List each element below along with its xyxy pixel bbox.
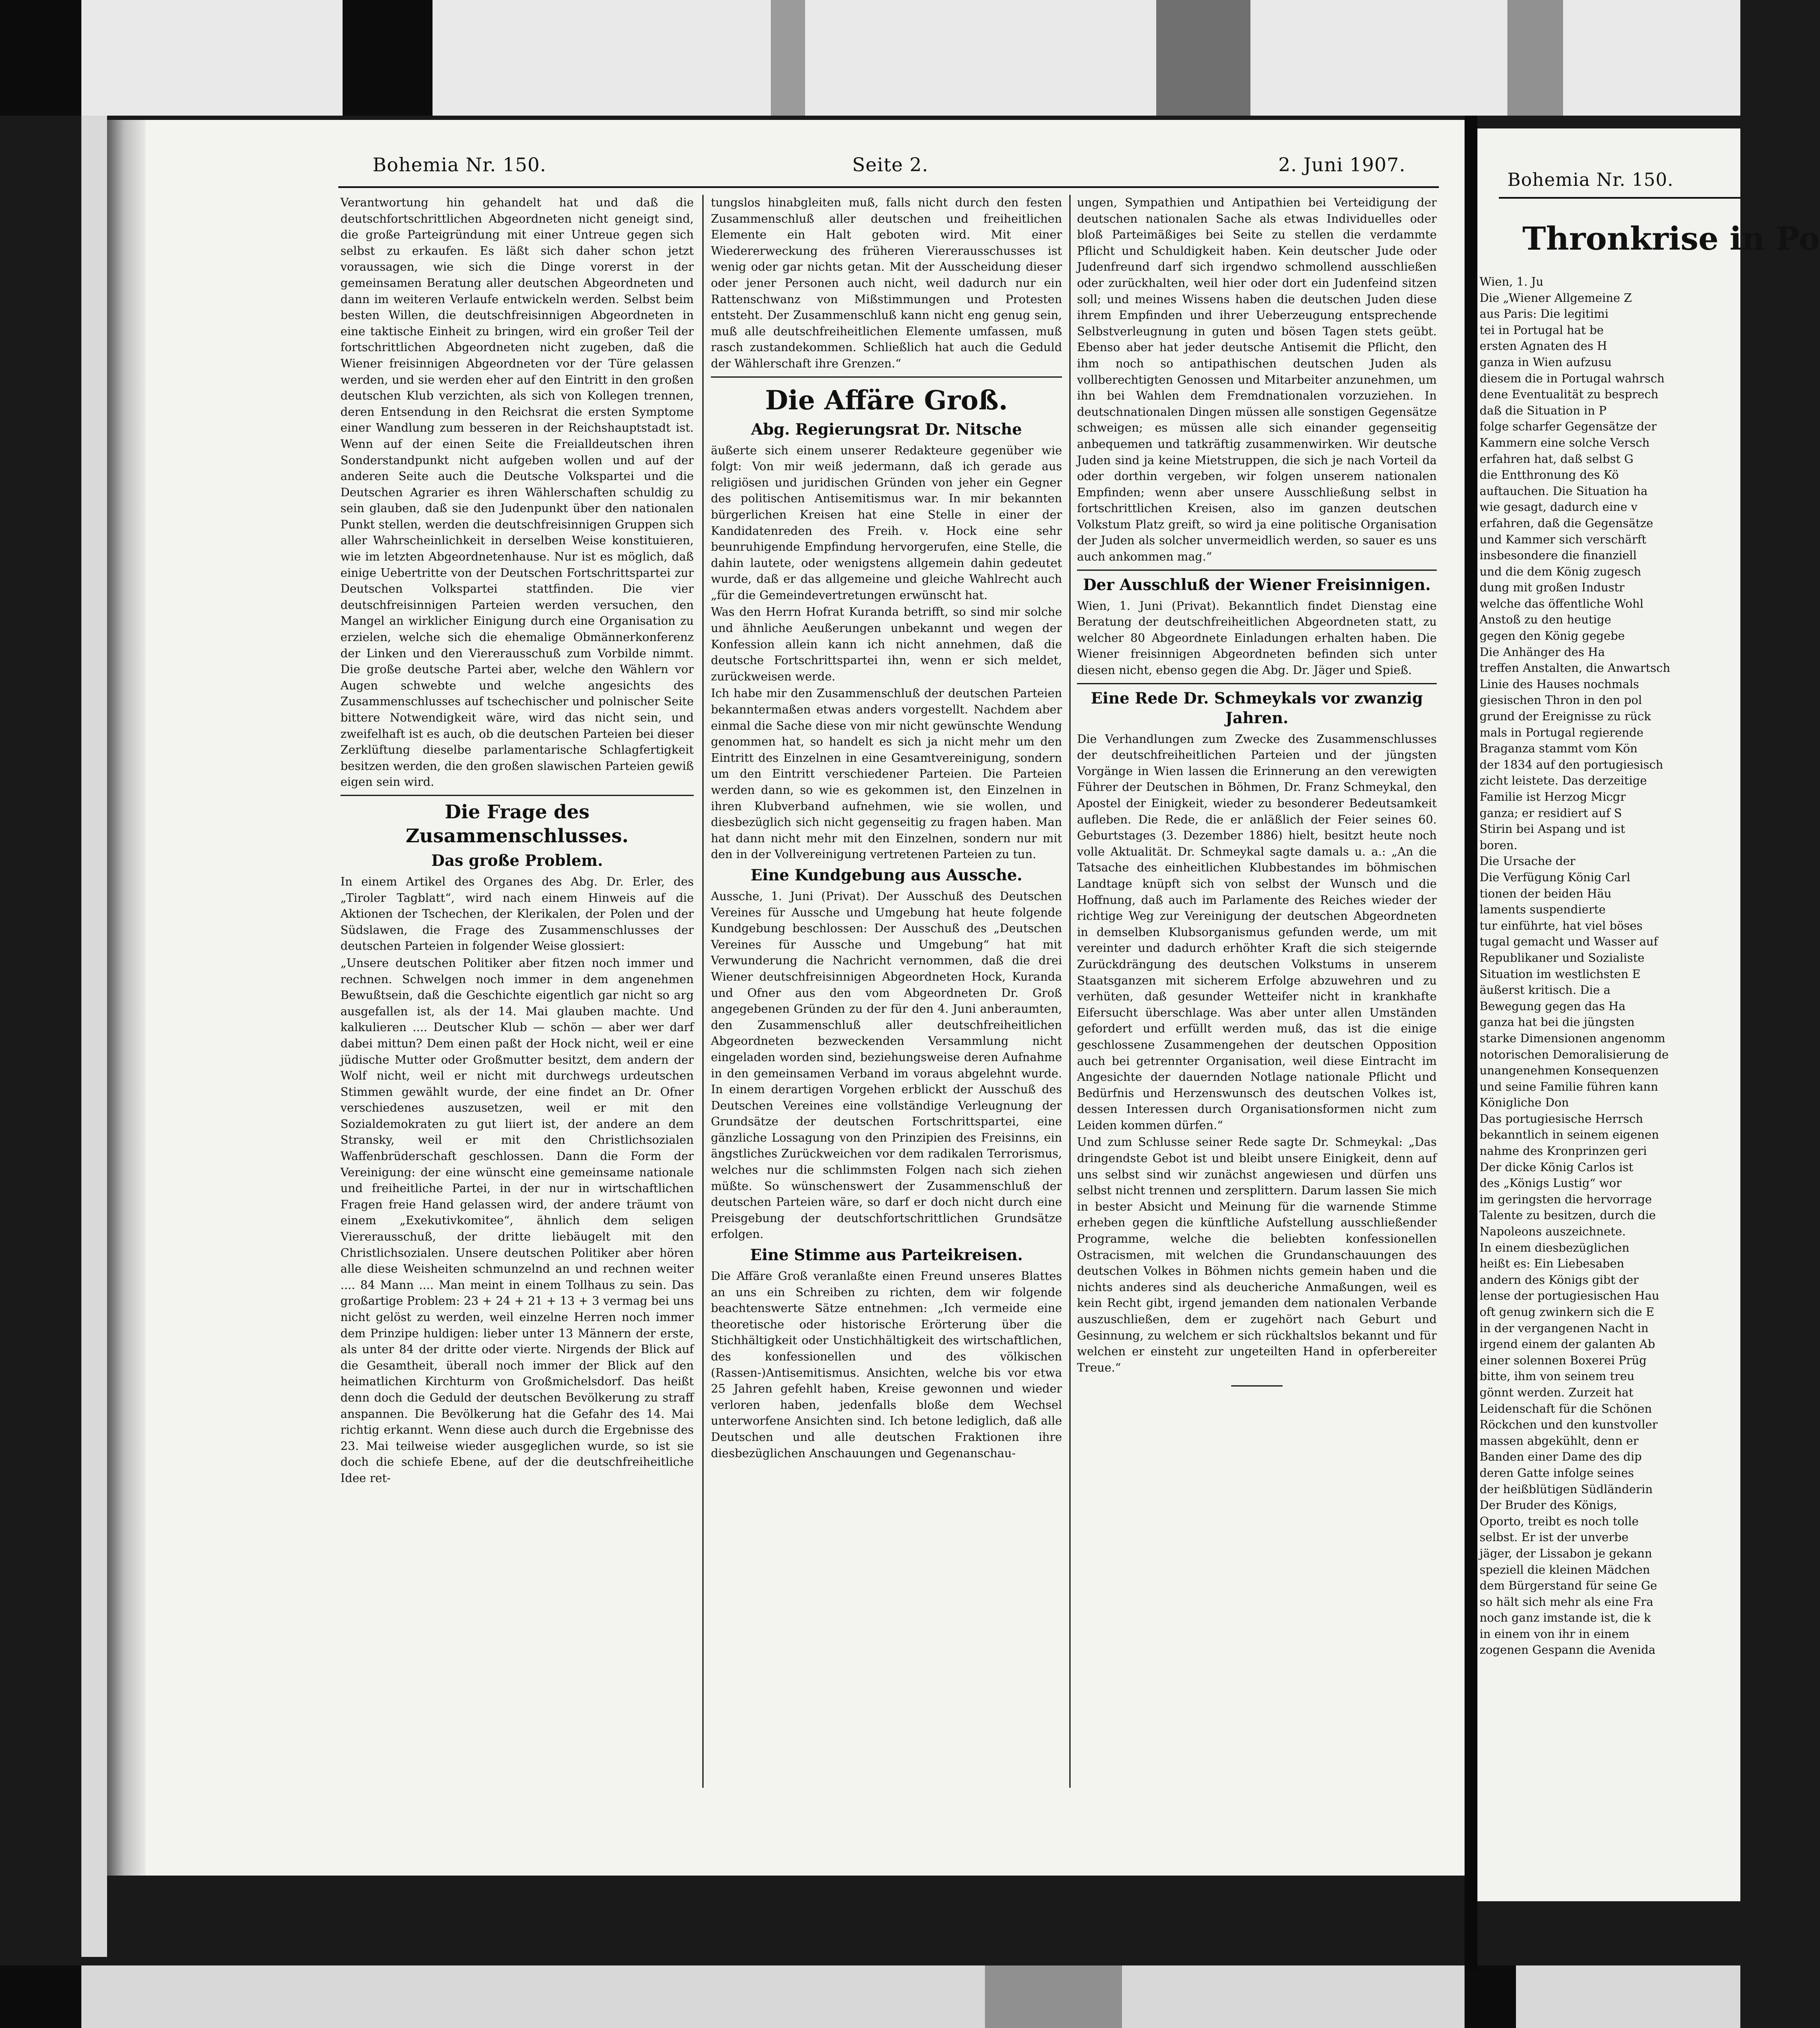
right-page-line: Der Bruder des Königs, xyxy=(1480,1499,1617,1512)
right-page-line: Familie ist Herzog Micgr xyxy=(1480,790,1626,804)
right-page-line: noch ganz imstande ist, die k xyxy=(1480,1611,1651,1625)
right-page-line: insbesondere die finanziell xyxy=(1480,549,1637,563)
right-page-line: der heißblütigen Südländerin xyxy=(1480,1482,1653,1496)
right-page-line: tur einführte, hat viel böses xyxy=(1480,919,1643,933)
right-page-line: Braganza stammt vom Kön xyxy=(1480,742,1638,756)
right-page-line: in einem von ihr in einem xyxy=(1480,1627,1629,1641)
section-title-affaere: Die Affäre Groß. xyxy=(765,384,1008,416)
right-page-line: einer solennen Boxerei Prüg xyxy=(1480,1354,1647,1367)
right-page-line: äußerst kritisch. Die a xyxy=(1480,984,1611,997)
page-gutter xyxy=(1465,116,1477,1970)
section-rule xyxy=(711,376,1062,378)
right-page-line: folge scharfer Gegensätze der xyxy=(1480,420,1657,434)
right-page-line: die Entthronung des Kö xyxy=(1480,468,1619,482)
right-page-line: ganza hat bei die jüngsten xyxy=(1480,1016,1635,1029)
right-page-line: andern des Königs gibt der xyxy=(1480,1273,1639,1287)
section-rule xyxy=(340,795,694,796)
right-page-line: bekanntlich in seinem eigenen xyxy=(1480,1128,1659,1142)
right-page-line: wie gesagt, dadurch eine v xyxy=(1480,501,1638,514)
right-page-line: Kammern eine solche Versch xyxy=(1480,436,1650,450)
right-page-line: daß die Situation in P xyxy=(1480,404,1607,418)
subsection-title-rede: Eine Rede Dr. Schmeykals vor zwanzig Jahren. xyxy=(1091,689,1423,727)
right-page-line: grund der Ereignisse zu rück xyxy=(1480,710,1651,724)
article-paragraph: Aussche, 1. Juni (Privat). Der Ausschuß des Deutschen Vereines für Aussche und Umgebung hat heute folgende Kundgebung beschlossen: Der Ausschuß des „Deutschen Vereines für Aussche und Umgebung“ hat mit Verwunderung die Nachricht vernommen, daß die drei Wiener deutschfreisinnigen Abgeordneten Hock, Kuranda und Ofner aus den vom Abgeordneten Dr. Groß angegebenen Gründen zu der für den 4. Juni anberaumten, den Zusammenschluß aller deutschfreiheitlichen Abgeordneten bezweckenden Versammlung nicht eingeladen worden sind, beziehungsweise deren Aufnahme in den gemeinsamen Verband im voraus abgelehnt wurde. In einem derartigen Vorgehen erblickt der Ausschuß des Deutschen Vereines eine vollständige Verleugnung der Grundsätze der deutschen Fortschrittspartei, eine gänzliche Lossagung von den Prinzipien des Freisinns, ein ängstliches Zurückweichen vor dem radikalen Terrorismus, welches nur die schlimmsten Folgen nach sich ziehen müßte. So wünschenswert der Zusammenschluß der deutschen Parteien wäre, so darf er doch nicht durch eine Preisgebung der deutschfortschrittlichen Grundsätze erfolgen. xyxy=(711,889,1062,1241)
article-paragraph: In einem Artikel des Organes des Abg. Dr. Erler, des „Tiroler Tagblatt“, wird nach einem Hinweis auf die Aktionen der Tschechen, der Klerikalen, der Polen und der Südslawen, die Frage des Zusammenschlusses der deutschen Parteien in folgender Weise glossiert: xyxy=(340,875,694,953)
column-3 xyxy=(1077,195,1437,1788)
column-2 xyxy=(711,195,1062,1788)
article-paragraph: Verantwortung hin gehandelt hat und daß die deutschfortschrittlichen Abgeordneten nicht geneigt sind, die große Parteigründung mit einer Untreue gegen sich selbst zu erkaufen. Es läßt sich daher schon jetzt voraussagen, wie sich die Dinge vorerst in der gemeinsamen Beratung aller deutschen Abgeordneten und dann im weiteren Verlaufe entwickeln werden. Selbst beim besten Willen, die deutschfreisinnigen Abgeordneten in eine taktische Einheit zu bringen, wird ein großer Teil der fortschrittlichen Abgeordneten nicht zugeben, daß die Wiener freisinnigen Abgeordneten vor der Türe gelassen werden, und sie werden eher auf den Eintritt in den großen deutschen Klub verzichten, als sich von Kollegen trennen, deren Entsendung in den Reichsrat die ersten Symptome einer Wandlung zum besseren in der Reichshauptstadt ist. Wenn auf der einen Seite die Freialldeutschen ihren Sonderstandpunkt nicht aufgeben wollen und auf der anderen Seite auch die Deutsche Volkspartei und die Deutschen Agrarier es ihren Wählerschaften schuldig zu sein glauben, daß sie den Judenpunkt über den nationalen Punkt stellen, werden die deutschfreisinnigen Gruppen sich aller Wahrscheinlichkeit in derselben Weise konstituieren, wie im letzten Abgeordnetenhause. Nur ist es möglich, daß einige Uebertritte von der Deutschen Fortschrittspartei zur Deutschen Volkspartei stattfinden. Die vier deutschfreisinnigen Parteien werden versuchen, den Mangel an wirklicher Einigung durch eine Organisation zu erzielen, welche sich die ehemalige Obmännerkonferenz der Linken und den Viererausschuß zum Vorbilde nimmt. Die große deutsche Partei aber, welche den Wählern vor Augen schwebte und welche angesichts des Zusammenschlusses auf tschechischer und polnischer Seite bittere Notwendigkeit wäre, wird das nicht sein, und zweifelhaft ist es auch, ob die deutschen Parteien bei dieser Zerklüftung dieselbe parlamentarische Schlagfertigkeit besitzen werden, die den großen slawischen Parteien gewiß eigen sein wird. xyxy=(340,196,694,789)
right-page-line: gegen den König gegebe xyxy=(1480,629,1625,643)
right-page-line: Anstoß zu den heutige xyxy=(1480,613,1611,627)
right-page-line: Die Ursache der xyxy=(1480,855,1575,868)
right-page-line: und die dem König zugesch xyxy=(1480,565,1641,579)
running-head-date: 2. Juni 1907. xyxy=(1278,154,1406,176)
right-page-line: selbst. Er ist der unverbe xyxy=(1480,1531,1629,1545)
right-page-line: Wien, 1. Ju xyxy=(1480,275,1544,289)
right-page-line: In einem diesbezüglichen xyxy=(1480,1241,1629,1255)
right-page-line: dem Bürgerstand für seine Ge xyxy=(1480,1579,1657,1593)
article-paragraph: äußerte sich einem unserer Redakteure gegenüber wie folgt: Von mir weiß jedermann, daß ich gerade aus religiösen und juridischen Gründen von jeher ein Gegner des politischen Antisemitismus war. In mir bekannten bürgerlichen Kreisen hat eine Stelle in einer der Kandidatenreden des Freih. v. Hock eine sehr beunruhigende Empfindung hervorgerufen, eine Stelle, die dahin lautete, oder wenigstens allgemein dahin gedeutet wurde, daß er das allgemeine und gleiche Wahlrecht auch „für die Gemeindevertretungen erwünscht hat. xyxy=(711,444,1062,602)
right-page-line: nahme des Kronprinzen geri xyxy=(1480,1145,1647,1158)
right-page-line: deren Gatte infolge seines xyxy=(1480,1466,1634,1480)
article-paragraph: Die Verhandlungen zum Zwecke des Zusammenschlusses der deutschfreiheitlichen Parteien und der jüngsten Vorgänge in Wien lassen die Erinnerung an den verewigten Führer der Deutschen in Böhmen, Dr. Franz Schmeykal, den Apostel der Einigkeit, wieder zu besonderer Bedeutsamkeit aufleben. Die Rede, die er anläßlich der Feier seines 60. Geburtstages (3. Dezember 1886) hielt, besitzt heute noch volle Aktualität. Dr. Schmeykal sagte damals u. a.: „An die Tatsache des einheitlichen Klubbestandes im böhmischen Landtage knüpft sich von selbst der Wunsch und die Hoffnung, daß auch im Parlamente des Reiches wieder der richtige Weg zur Vereinigung der deutschen Abgeordneten in demselben Klubsorganismus gefunden werde, um mit vereinter und dadurch erhöhter Kraft die sich steigernde Zurückdrängung des deutschen Volkstums in unserem Staatsganzen mit sicherem Erfolge abzuwehren und zu verhüten, daß gesunder Wetteifer nicht in krankhafte Eifersucht überschlage. Was aber unter allen Umständen gefordert und erfüllt werden muß, das ist die einige geschlossene Zusammengehen der deutschen Opposition auch bei getrennter Organisation, weil diese Eintracht im Angesichte der dauernden Notlage nationale Pflicht und Bedürfnis und Herzenswunsch des deutschen Volkes ist, dessen Interessen durch Organisationsformen nicht zum Leiden kommen dürfen.“ xyxy=(1077,732,1437,1132)
right-page-line: diesem die in Portugal wahrsch xyxy=(1480,372,1665,385)
right-page-line: zogenen Gespann die Avenida xyxy=(1480,1643,1656,1657)
right-page-line: jäger, der Lissabon je gekann xyxy=(1480,1547,1652,1560)
right-page-line: irgend einem der galanten Ab xyxy=(1480,1338,1656,1351)
right-page-line: Königliche Don xyxy=(1480,1096,1569,1110)
right-page-line: tionen der beiden Häu xyxy=(1480,887,1611,901)
right-page-line: giesischen Thron in den pol xyxy=(1480,694,1642,707)
right-page-line: dene Eventualität zu besprech xyxy=(1480,388,1659,402)
running-head-right: Bohemia Nr. 150. xyxy=(1507,169,1674,190)
right-page-line: speziell die kleinen Mädchen xyxy=(1480,1563,1650,1577)
right-page-line: Der dicke König Carlos ist xyxy=(1480,1160,1634,1174)
subsection-title-kundgebung: Eine Kundgebung aus Aussche. xyxy=(750,866,1023,884)
right-page-line: Situation im westlichsten E xyxy=(1480,967,1641,981)
right-page-line: Napoleons auszeichnete. xyxy=(1480,1225,1626,1239)
column-1 xyxy=(340,195,694,1788)
right-page-title: Thronkrise in Po xyxy=(1522,221,1820,257)
right-page-line: der 1834 auf den portugiesisch xyxy=(1480,758,1663,772)
right-page-line: und seine Familie führen kann xyxy=(1480,1080,1658,1094)
right-page-line: unangenehmen Konsequenzen xyxy=(1480,1064,1659,1078)
running-head-left: Bohemia Nr. 150. xyxy=(373,154,546,176)
header-rule xyxy=(338,186,1439,188)
right-page-line: welche das öffentliche Wohl xyxy=(1480,597,1644,611)
right-page-line: starke Dimensionen angenomm xyxy=(1480,1032,1665,1045)
right-page-line: heißt es: Ein Liebesaben xyxy=(1480,1257,1624,1271)
right-page-line: im geringsten die hervorrage xyxy=(1480,1193,1652,1206)
right-page-line: Oporto, treibt es noch tolle xyxy=(1480,1515,1639,1528)
right-page-line: Leidenschaft für die Schönen xyxy=(1480,1402,1652,1416)
header-rule-right xyxy=(1499,197,1740,199)
right-page-line: Talente zu besitzen, durch die xyxy=(1480,1209,1656,1223)
right-page-line: erfahren, daß die Gegensätze xyxy=(1480,516,1653,530)
right-page-line: lense der portugiesischen Hau xyxy=(1480,1289,1659,1303)
column-rule xyxy=(702,195,704,1788)
article-paragraph: tungslos hinabgleiten muß, falls nicht durch den festen Zusammenschluß aller deutschen und freiheitlichen Elemente ein Halt geboten wird. Mit einer Wiedererweckung des früheren Viererausschusses ist wenig oder gar nichts getan. Mit der Ausscheidung dieser oder jener Personen auch nicht, weil dadurch nur ein Rattenschwanz von Mißstimmungen und Protesten entsteht. Der Zusammenschluß kann nicht eng genug sein, muß alle deutschfreiheitlichen Elemente umfassen, muß rasch zustandekommen. Schließlich hat auch die Geduld der Wählerschaft ihre Grenzen.“ xyxy=(711,196,1062,370)
section-rule xyxy=(1077,683,1437,684)
subsection-title-ausschluss: Der Ausschluß der Wiener Freisinnigen. xyxy=(1083,576,1431,594)
section-rule xyxy=(1077,570,1437,571)
film-strip-bottom xyxy=(0,1965,1740,2028)
article-paragraph: Wien, 1. Juni (Privat). Bekanntlich findet Dienstag eine Beratung der deutschfreiheitlichen Abgeordneten statt, zu welcher 80 Abgeordnete Einladungen erhalten haben. Die Wiener freisinnigen Abgeordneten befinden sich unter diesen nicht, ebenso gegen die Abg. Dr. Jäger und Spieß. xyxy=(1077,599,1437,677)
right-page-line: ganza; er residiert auf S xyxy=(1480,806,1622,820)
end-rule xyxy=(1231,1385,1283,1387)
right-page-line: zicht leistete. Das derzeitige xyxy=(1480,774,1647,788)
article-paragraph: Ich habe mir den Zusammenschluß der deutschen Parteien bekanntermaßen etwas anders vorgestellt. Nachdem aber einmal die Sache diese von mir nicht gewünschte Wendung genommen hat, so handelt es sich ja nicht mehr um den Eintritt des Einzelnen in eine Gesamtvereinigung, sondern um den Eintritt verschiedener Parteien. Die Parteien werden dann, so wie es gekommen ist, den Einzelnen in ihren Klubverband aufnehmen, wie sie wollen, und diesbezüglich sich nicht gegenseitig zu fragen haben. Man hat dann nicht mehr mit den Einzelnen, sondern nur mit den in der Vollvereinigung vertretenen Parteien zu tun. xyxy=(711,687,1062,862)
subsection-title-stimme: Eine Stimme aus Parteikreisen. xyxy=(750,1246,1023,1265)
article-paragraph: ungen, Sympathien und Antipathien bei Verteidigung der deutschen nationalen Sache als etwas Individuelles oder bloß Parteimäßiges bei Seite zu stellen die verdammte Pflicht und Schuldigkeit haben. Kein deutscher Jude oder Judenfreund darf sich irgendwo schmollend ausschließen oder zurückhalten, weil hier oder dort ein Judenfeind sitzen soll; und meines Wissens haben die deutschen Juden diese ihrem Empfinden und ihrer Ueberzeugung entsprechende Selbstverleugnung in guten und bösen Tagen stets geübt. Ebenso aber hat jeder deutsche Antisemit die Pflicht, den ihm noch so antipathischen deutschen Juden als vollberechtigten Genossen und Mitarbeiter anzunehmen, um ihn bei Wahlen dem Fremdnationalen vorzuziehen. In deutschnationalen Dingen müssen alle sonstigen Gegensätze schweigen; es müssen alle sich einander gegenseitig anbequemen und tatkräftig zusammenwirken. Wir deutsche Juden sind ja keine Mietstruppen, die sich je nach Vorteil da oder dorthin vergeben, wir folgen unserem nationalen Empfinden; wenn aber unsere Ausschließung selbst in fortschrittlichen Kreisen, also im ganzen deutschen Volkstum Platz greift, so wird ja eine politische Organisation der Juden als solcher unvermeidlich werden, so sauer es uns auch ankommen mag.“ xyxy=(1077,196,1437,564)
article-quote: „Unsere deutschen Politiker aber fitzen noch immer und rechnen. Schwelgen noch immer in dem angenehmen Bewußtsein, daß die Geschichte eigentlich gar nicht so arg ausgefallen ist, als der 14. Mai glauben machte. Und kalkulieren .... Deutscher Klub — schön — aber wer darf dabei mittun? Dem einen paßt der Hock nicht, weil er eine jüdische Mutter oder Großmutter besitzt, dem andern der Wolf nicht, weil er nicht mit durchwegs urdeutschen Stimmen gewählt wurde, der eine findet an Dr. Ofner verschiedenes auszusetzen, weil er mit den Sozialdemokraten zu gut liiert ist, der andere an dem Stransky, weil er mit den Christlichsozialen Waffenbrüderschaft geschlossen. Dann die Form der Vereinigung: der eine wünscht eine gemeinsame nationale und freiheitliche Partei, in der nur in wirtschaftlichen Fragen freie Hand gelassen wird, der andere träumt von einem „Exekutivkomitee“, ähnlich dem seligen Viererausschuß, der dritte liebäugelt mit den Christlichsozialen. Unsere deutschen Politiker aber hören alle diese Weisheiten schmunzelnd an und rechnen weiter .... 84 Mann .... Man meint in einem Tollhaus zu sein. Das großartige Problem: 23 + 24 + 21 + 13 + 3 vermag bei uns nicht gelöst zu werden, weil einzelne Herren noch immer dem Prinzipe huldigen: lieber unter 13 Männern der erste, als unter 84 der dritte oder vierte. Nirgends der Blick auf die Gesamtheit, überall noch immer der Blick auf den heimatlichen Kirchturm von Großmichelsdorf. Das heißt denn doch die Geduld der deutschen Bevölkerung zu straff anspannen. Die Bevölkerung hat die Gefahr des 14. Mai richtig erkannt. Wenn diese auch durch die Ergebnisse des 23. Mai teilweise wieder ausgeglichen wurde, so ist sie doch die schiefe Ebene, auf der die deutschfreiheitliche Idee ret- xyxy=(340,956,694,1485)
right-page-line: Das portugiesische Herrsch xyxy=(1480,1112,1643,1126)
right-page-line: Röckchen und den kunstvoller xyxy=(1480,1418,1658,1432)
right-page-line: des „Königs Lustig“ wor xyxy=(1480,1177,1622,1190)
right-page-line: auftauchen. Die Situation ha xyxy=(1480,484,1648,498)
right-page-line: aus Paris: Die legitimi xyxy=(1480,307,1609,321)
right-page-line: bitte, ihm von seinem treu xyxy=(1480,1370,1635,1384)
right-page-line: tei in Portugal hat be xyxy=(1480,323,1604,337)
running-head-page: Seite 2. xyxy=(852,154,928,176)
page-edge-shadow xyxy=(107,120,146,1876)
right-page-line: Die Anhänger des Ha xyxy=(1480,645,1605,659)
right-page-line: so hält sich mehr als eine Fra xyxy=(1480,1595,1653,1609)
article-paragraph: Was den Herrn Hofrat Kuranda betrifft, so sind mir solche und ähnliche Aeußerungen unbekannt und wegen der Konfession allein kann ich nicht annehmen, daß die deutsche Fortschrittspartei ihn, wenn er sich meldet, zurückweisen werde. xyxy=(711,605,1062,683)
right-page-line: ersten Agnaten des H xyxy=(1480,340,1607,353)
article-paragraph: Die Affäre Groß veranlaßte einen Freund unseres Blattes an uns ein Schreiben zu richten, dem wir folgende beachtenswerte Sätze entnehmen: „Ich vermeide eine theoretische oder historische Erörterung über die Stichhältigkeit oder Unstichhältigkeit des wirtschaftlichen, des konfessionellen und des völkischen (Rassen-)Antisemitismus. Ansichten, welche bis vor etwa 25 Jahren gefehlt haben, Kreise gewonnen und wieder verloren haben, jedenfalls bloße dem Wechsel unterworfene Ansichten sind. Ich betone lediglich, daß alle Deutschen und alle deutschen Fraktionen ihre diesbezüglichen Anschauungen und Gegenanschau- xyxy=(711,1270,1062,1460)
right-page-line: in der vergangenen Nacht in xyxy=(1480,1321,1649,1335)
right-page-line: Stirin bei Aspang und ist xyxy=(1480,823,1625,836)
right-page-line: Bewegung gegen das Ha xyxy=(1480,999,1626,1013)
column-rule xyxy=(1069,195,1071,1788)
right-page-text xyxy=(1480,274,1736,1658)
right-page-line: massen abgekühlt, denn er xyxy=(1480,1434,1639,1448)
right-page-line: Banden einer Dame des dip xyxy=(1480,1450,1642,1464)
right-page-line: mals in Portugal regierende xyxy=(1480,726,1644,740)
right-page-line: treffen Anstalten, die Anwartsch xyxy=(1480,662,1671,675)
right-page-line: Republikaner und Sozialiste xyxy=(1480,951,1645,965)
right-page-line: erfahren hat, daß selbst G xyxy=(1480,452,1634,466)
right-page-line: gönnt werden. Zurzeit hat xyxy=(1480,1386,1634,1399)
right-page-line: notorischen Demoralisierung de xyxy=(1480,1048,1669,1062)
article-paragraph: Und zum Schlusse seiner Rede sagte Dr. Schmeykal: „Das dringendste Gebot ist und bleibt unsere Einigkeit, denn auf uns selbst sind wir zunächst angewiesen und dürfen uns selbst nicht trennen und zersplittern. Darum lassen Sie mich in bester Absicht und Meinung für die warnende Stimme erheben gegen die künftliche Aufstellung ausschließender Programme, welche die beliebten konfessionellen Ostracismen, mit welchen die Grundanschauungen des deutschen Volkes in Böhmen nichts gemein haben und die nichts anderes sind als deucheriche Anmaßungen, weil es kein Recht gibt, irgend jemanden dem nationalen Verbande auszuschließen, dem er zugehört nach Geburt und Gesinnung, zu welchem er sich rückhaltslos bekannt und für welchen er einsteht zur ungeteilten Hand in opferbereiter Treue.“ xyxy=(1077,1136,1437,1375)
right-page-line: Die „Wiener Allgemeine Z xyxy=(1480,291,1632,305)
right-page-line: boren. xyxy=(1480,838,1518,852)
right-page-line: ganza in Wien aufzusu xyxy=(1480,355,1612,369)
right-page-line: tugal gemacht und Wasser auf xyxy=(1480,935,1658,949)
right-page-line: und Kammer sich verschärft xyxy=(1480,533,1647,546)
subsection-title-nitsche: Abg. Regierungsrat Dr. Nitsche xyxy=(751,420,1022,438)
page-binding xyxy=(81,116,107,1957)
subsection-title-problem: Das große Problem. xyxy=(431,851,603,870)
film-strip-top xyxy=(0,0,1740,116)
right-page-line: laments suspendierte xyxy=(1480,903,1606,917)
section-title-frage: Die Frage des Zusammenschlusses. xyxy=(406,801,629,847)
right-page-line: Die Verfügung König Carl xyxy=(1480,871,1630,884)
right-page-line: dung mit großen Industr xyxy=(1480,581,1625,595)
right-page-line: oft genug zwinkern sich die E xyxy=(1480,1306,1654,1319)
right-page-line: Linie des Hauses nochmals xyxy=(1480,677,1639,691)
